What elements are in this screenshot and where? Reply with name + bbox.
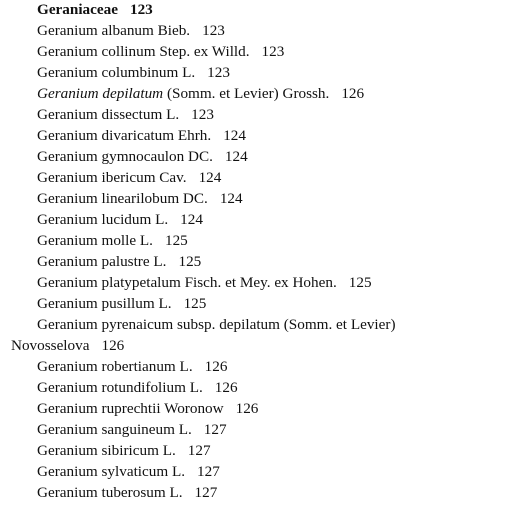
index-heading: [37, 1, 153, 19]
page-number: 124: [180, 211, 203, 228]
page-number: 126: [101, 337, 125, 354]
page-number: 127: [197, 463, 220, 480]
page-number: 124: [224, 148, 248, 165]
page-number: 125: [348, 274, 372, 291]
taxon-name-continuation: Novosselova: [11, 337, 90, 354]
index-entry: [37, 253, 201, 271]
index-entry: [37, 463, 220, 481]
index-entry: [37, 295, 206, 313]
index-entry: [37, 421, 227, 439]
page-number: 123: [202, 22, 225, 39]
taxon-name: Geranium albanum Bieb.: [37, 22, 191, 39]
index-entry: [37, 148, 248, 166]
page-number: 124: [223, 127, 246, 144]
taxon-name: Geranium lucidum L.: [37, 211, 169, 228]
page-number: 123: [129, 1, 153, 18]
index-entry: [37, 211, 203, 229]
index-entry: [37, 358, 227, 376]
index-entry: [37, 127, 246, 145]
taxon-name: Geranium collinum Step. ex Willd.: [37, 43, 250, 60]
taxon-name-italic: Geranium depilatum: [37, 85, 164, 102]
taxon-name: Geranium ruprechtii Woronow: [37, 400, 224, 417]
index-entry: [37, 169, 221, 187]
family-name: Geraniaceae: [37, 1, 118, 18]
index-entry: [37, 43, 284, 61]
taxon-name: Geranium rotundifolium L.: [37, 379, 203, 396]
taxon-name: Geranium pusillum L.: [37, 295, 172, 312]
taxon-name: Geranium palustre L.: [37, 253, 167, 270]
taxon-name: Geranium platypetalum Fisch. et Mey. ex Hohen.: [37, 274, 337, 291]
taxon-name: Geranium gymnocaulon DC.: [37, 148, 213, 165]
taxon-authority: (Somm. et Levier) Grossh.: [163, 85, 330, 102]
page-number: 125: [164, 232, 188, 249]
index-entry: [37, 190, 243, 208]
index-entry-continuation: [11, 337, 124, 355]
page-number: 126: [341, 85, 365, 102]
taxon-name: Geranium pyrenaicum subsp. depilatum (Somm. et Levier): [37, 316, 396, 333]
index-entry: [37, 274, 372, 292]
page-number: 123: [191, 106, 214, 123]
index-entry: [37, 316, 396, 334]
index-entry: [37, 106, 214, 124]
index-entry: [37, 442, 211, 460]
index-entry: [37, 484, 217, 502]
page-number: 127: [203, 421, 227, 438]
taxon-name: Geranium divaricatum Ehrh.: [37, 127, 212, 144]
index-entry: [37, 22, 225, 40]
taxon-name: Geranium dissectum L.: [37, 106, 180, 123]
taxon-name: Geranium columbinum L.: [37, 64, 196, 81]
taxon-name: Geranium sibiricum L.: [37, 442, 176, 459]
page-number: 126: [204, 358, 228, 375]
taxon-name: Geranium linearilobum DC.: [37, 190, 208, 207]
page-number: 127: [194, 484, 218, 501]
index-entry: [37, 379, 238, 397]
taxon-name: Geranium tuberosum L.: [37, 484, 183, 501]
taxon-name: Geranium ibericum Cav.: [37, 169, 187, 186]
index-entry-synonym: [37, 85, 364, 103]
index-entry: [37, 232, 188, 250]
taxon-name: Geranium sylvaticum L.: [37, 463, 186, 480]
page-number: 125: [178, 253, 202, 270]
taxon-name: Geranium sanguineum L.: [37, 421, 192, 438]
index-entry: [37, 64, 230, 82]
page-number: 127: [187, 442, 211, 459]
page-number: 123: [261, 43, 285, 60]
page-number: 125: [183, 295, 207, 312]
taxon-name: Geranium molle L.: [37, 232, 153, 249]
page-number: 124: [219, 190, 243, 207]
page-number: 124: [198, 169, 222, 186]
page-number: 123: [207, 64, 230, 81]
index-entry: [37, 400, 258, 418]
taxon-name: Geranium robertianum L.: [37, 358, 193, 375]
page-number: 126: [235, 400, 259, 417]
page-number: 126: [214, 379, 238, 396]
